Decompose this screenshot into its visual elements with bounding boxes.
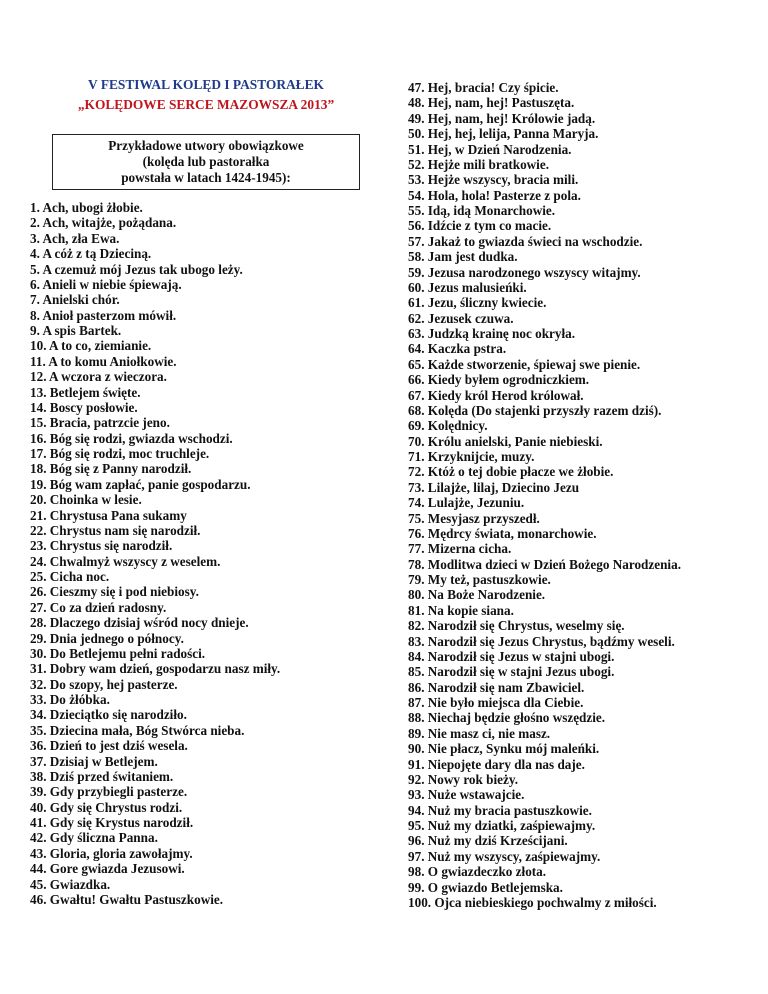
song-item: 4. A cóż z tą Dzieciną. [30,246,152,262]
song-item: 48. Hej, nam, hej! Pastuszęta. [408,95,575,111]
song-item: 53. Hejże wszyscy, bracia mili. [408,172,579,188]
song-item: 55. Idą, idą Monarchowie. [408,203,556,218]
song-item: 91. Niepojęte dary dla nas daje. [408,756,585,772]
song-item: 7. Anielski chór. [30,292,120,308]
song-item: 75. Mesyjasz przyszedł. [408,510,540,526]
song-item: 3. Ach, zła Ewa. [30,230,120,246]
note-line-1: Przykładowe utwory obowiązkowe [108,138,304,153]
song-item: 76. Mędrcy świata, monarchowie. [408,525,597,541]
song-item: 19. Bóg wam zapłać, panie gospodarzu. [30,476,251,492]
song-item: 80. Na Boże Narodzenie. [408,587,546,603]
song-list-right [408,80,681,910]
song-item: 100. Ojca niebieskiego pochwalmy z miłości. [408,894,657,910]
song-item: 79. My też, pastuszkowie. [408,572,551,587]
song-item: 1. Ach, ubogi żłobie. [30,200,143,215]
song-item: 9. A spis Bartek. [30,323,122,338]
song-item: 49. Hej, nam, hej! Królowie jadą. [408,110,596,126]
song-item: 68. Kolęda (Do stajenki przyszły razem dziś). [408,402,662,418]
song-item: 47. Hej, bracia! Czy śpicie. [408,80,559,95]
song-item: 99. O gwiazdo Betlejemska. [408,879,563,895]
song-item: 58. Jam jest dudka. [408,249,518,265]
song-item: 85. Narodził się w stajni Jezus ubogi. [408,664,615,680]
song-item: 81. Na kopie siana. [408,602,514,618]
song-item: 88. Niechaj będzie głośno wszędzie. [408,710,606,726]
song-item: 32. Do szopy, hej pasterze. [30,676,178,692]
song-item: 37. Dzisiaj w Betlejem. [30,753,158,769]
song-item: 20. Choinka w lesie. [30,492,142,508]
song-item: 89. Nie masz ci, nie masz. [408,725,551,741]
song-item: 24. Chwalmyż wszyscy z weselem. [30,553,221,569]
note-line-2: (kolęda lub pastorałka [142,154,270,169]
song-item: 34. Dzieciątko się narodziło. [30,707,187,723]
song-item: 84. Narodził się Jezus w stajni ubogi. [408,648,615,664]
song-item: 18. Bóg się z Panny narodził. [30,461,192,477]
song-item: 71. Krzyknijcie, muzy. [408,449,535,464]
song-item: 69. Kolędnicy. [408,418,488,434]
song-item: 5. A czemuż mój Jezus tak ubogo leży. [30,261,243,277]
song-item: 31. Dobry wam dzień, gospodarzu nasz miły. [30,661,281,677]
song-item: 30. Do Betlejemu pełni radości. [30,645,206,661]
song-item: 57. Jakaż to gwiazda świeci na wschodzie. [408,233,643,249]
song-item: 64. Kaczka pstra. [408,341,507,357]
song-item: 38. Dziś przed świtaniem. [30,768,174,784]
song-item: 25. Cicha noc. [30,569,110,584]
song-item: 94. Nuż my bracia pastuszkowie. [408,802,592,818]
song-item: 73. Lilajże, lilaj, Dziecino Jezu [408,479,580,495]
song-item: 43. Gloria, gloria zawołajmy. [30,845,193,861]
song-item: 40. Gdy się Chrystus rodzi. [30,799,183,815]
song-item: 66. Kiedy byłem ogrodniczkiem. [408,372,590,388]
song-item: 28. Dlaczego dzisiaj wśród nocy dnieje. [30,615,249,631]
song-item: 61. Jezu, śliczny kwiecie. [408,295,547,311]
song-item: 62. Jezusek czuwa. [408,310,514,326]
song-item: 13. Betlejem święte. [30,384,141,400]
song-item: 70. Królu anielski, Panie niebieski. [408,433,603,449]
song-item: 17. Bóg się rodzi, moc truchleje. [30,446,210,461]
song-item: 22. Chrystus nam się narodził. [30,522,201,538]
song-item: 54. Hola, hola! Pasterze z pola. [408,187,581,203]
song-item: 92. Nowy rok bieży. [408,771,519,787]
song-item: 90. Nie płacz, Synku mój maleńki. [408,741,600,757]
song-item: 29. Dnia jednego o północy. [30,630,184,646]
song-item: 65. Każde stworzenie, śpiewaj swe pienie. [408,356,641,372]
song-item: 97. Nuż my wszyscy, zaśpiewajmy. [408,848,601,864]
song-item: 93. Nuże wstawajcie. [408,787,525,803]
song-item: 46. Gwałtu! Gwałtu Pastuszkowie. [30,891,224,907]
song-item: 8. Anioł pasterzom mówił. [30,307,177,323]
song-item: 72. Któż o tej dobie płacze we żłobie. [408,464,614,480]
song-item: 82. Narodził się Chrystus, weselmy się. [408,618,625,634]
song-item: 95. Nuż my dziatki, zaśpiewajmy. [408,818,596,833]
song-item: 45. Gwiazdka. [30,876,111,892]
song-list-left [30,200,280,907]
song-item: 12. A wczora z wieczora. [30,369,167,385]
song-item: 42. Gdy śliczna Panna. [30,830,158,846]
song-item: 44. Gore gwiazda Jezusowi. [30,861,185,877]
song-item: 78. Modlitwa dzieci w Dzień Bożego Narodzenia. [408,556,681,572]
song-item: 33. Do żłóbka. [30,692,110,707]
song-item: 41. Gdy się Krystus narodził. [30,815,194,830]
song-item: 2. Ach, witajże, pożądana. [30,215,177,231]
song-item: 26. Cieszmy się i pod niebiosy. [30,584,199,600]
song-item: 36. Dzień to jest dziś wesela. [30,738,188,754]
song-item: 63. Judzką krainę noc okryła. [408,326,576,341]
song-item: 11. A to komu Aniołkowie. [30,353,177,369]
song-item: 21. Chrystusa Pana sukamy [30,507,187,523]
song-item: 96. Nuż my dziś Krześcijani. [408,833,568,849]
song-item: 14. Boscy posłowie. [30,399,138,415]
festival-title: V FESTIWAL KOLĘD I PASTORAŁEK [88,77,324,92]
note-box [52,134,360,190]
song-item: 74. Lulajże, Jezuniu. [408,495,525,511]
song-item: 6. Anieli w niebie śpiewają. [30,276,182,292]
song-item: 16. Bóg się rodzi, gwiazda wschodzi. [30,430,233,446]
song-item: 60. Jezus malusieńki. [408,279,527,295]
festival-subtitle: „KOLĘDOWE SERCE MAZOWSZA 2013” [77,97,335,112]
song-item: 86. Narodził się nam Zbawiciel. [408,679,585,695]
note-line-3: powstała w latach 1424-1945): [121,170,291,185]
song-item: 10. A to co, ziemianie. [30,338,152,354]
song-item: 27. Co za dzień radosny. [30,599,167,615]
song-item: 56. Idźcie z tym co macie. [408,218,552,234]
song-item: 50. Hej, hej, lelija, Panna Maryja. [408,126,599,142]
song-item: 35. Dziecina mała, Bóg Stwórca nieba. [30,722,245,738]
song-item: 67. Kiedy król Herod królował. [408,387,584,403]
song-item: 39. Gdy przybiegli pasterze. [30,784,188,800]
song-item: 23. Chrystus się narodził. [30,538,173,554]
song-item: 83. Narodził się Jezus Chrystus, bądźmy weseli. [408,633,675,649]
festival-header [52,75,360,115]
song-item: 77. Mizerna cicha. [408,541,512,557]
song-item: 51. Hej, w Dzień Narodzenia. [408,141,572,157]
song-item: 59. Jezusa narodzonego wszyscy witajmy. [408,264,641,280]
song-item: 87. Nie było miejsca dla Ciebie. [408,695,584,710]
song-item: 15. Bracia, patrzcie jeno. [30,415,170,431]
song-item: 52. Hejże mili bratkowie. [408,156,549,172]
song-item: 98. O gwiazdeczko złota. [408,864,547,880]
